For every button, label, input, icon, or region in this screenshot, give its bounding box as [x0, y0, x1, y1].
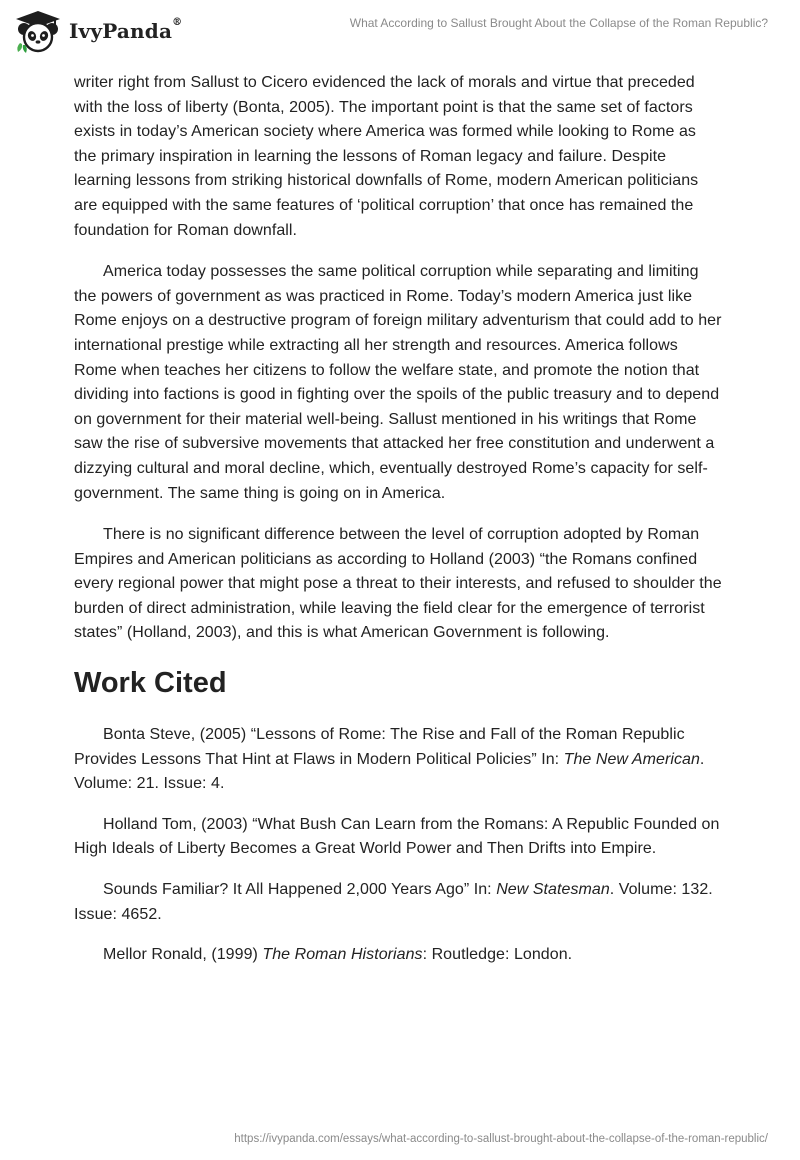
document-title: What According to Sallust Brought About the Collapse of the Roman Republic?: [349, 16, 768, 30]
citation-entry: Mellor Ronald, (1999) The Roman Historians: Routledge: London.: [103, 946, 573, 964]
panda-graduate-icon: [14, 9, 62, 53]
citation-entry: Bonta Steve, (2005) “Lessons of Rome: The Rise and Fall of the Roman Republic Provides Lessons That Hint at Flaws in Modern Political Policies” In: The New American. Volume: 21. Issue: 4.: [74, 726, 705, 793]
citation-entry: Holland Tom, (2003) “What Bush Can Learn from the Romans: A Republic Founded on High Ideals of Liberty Becomes a Great World Power and Then Drifts into Empire.: [74, 815, 720, 858]
body-paragraph: There is no significant difference between the level of corruption adopted by Roman Empires and American politicians as according to Holland (2003) “the Romans confined every regional power that might pose a threat to their interests, and refused to shoulder the burden of direct administration, while leaving the field clear for the emergence of terrorist states” (Holland, 2003), and this is what American Government is following.: [74, 526, 722, 642]
body-paragraph: America today possesses the same political corruption while separating and limiting the powers of government as was practiced in Rome. Today’s modern America just like Rome enjoys on a destructive program of foreign military adventurism that could add to her international prestige while extracting all her strength and resources. America follows Rome when teaches her citizens to follow the welfare state, and promote the notion that dividing into factions is good in fighting over the spoils of the public treasury and to depend on government for their material well-being. Sallust mentioned in his writings that Rome saw the rise of subversive movements that attacked her free constitution and underwent a dizzying cultural and moral decline, which, eventually destroyed Rome’s capacity for self-government. The same thing is going on in America.: [74, 263, 722, 502]
works-cited-heading: Work Cited: [74, 667, 227, 700]
essay-content: [74, 71, 722, 984]
source-url[interactable]: https://ivypanda.com/essays/what-according-to-sallust-brought-about-the-collapse-of-the-roman-republic/: [234, 1133, 768, 1145]
brand-name: IvyPanda®: [69, 17, 183, 43]
page-header: [0, 0, 800, 62]
ivypanda-logo[interactable]: [14, 9, 182, 53]
citation-entry: Sounds Familiar? It All Happened 2,000 Years Ago” In: New Statesman. Volume: 132. Issue: 4652.: [74, 881, 713, 923]
body-paragraph: writer right from Sallust to Cicero evidenced the lack of morals and virtue that preceded with the loss of liberty (Bonta, 2005). The important point is that the same set of factors exists in today’s American society where America was formed while looking to Rome as the primary inspiration in learning the lessons of Roman legacy and failure. Despite learning lessons from striking historical downfalls of Rome, modern American politicians are equipped with the same features of ‘political corruption’ that once has remained the foundation for Roman downfall.: [74, 74, 699, 239]
